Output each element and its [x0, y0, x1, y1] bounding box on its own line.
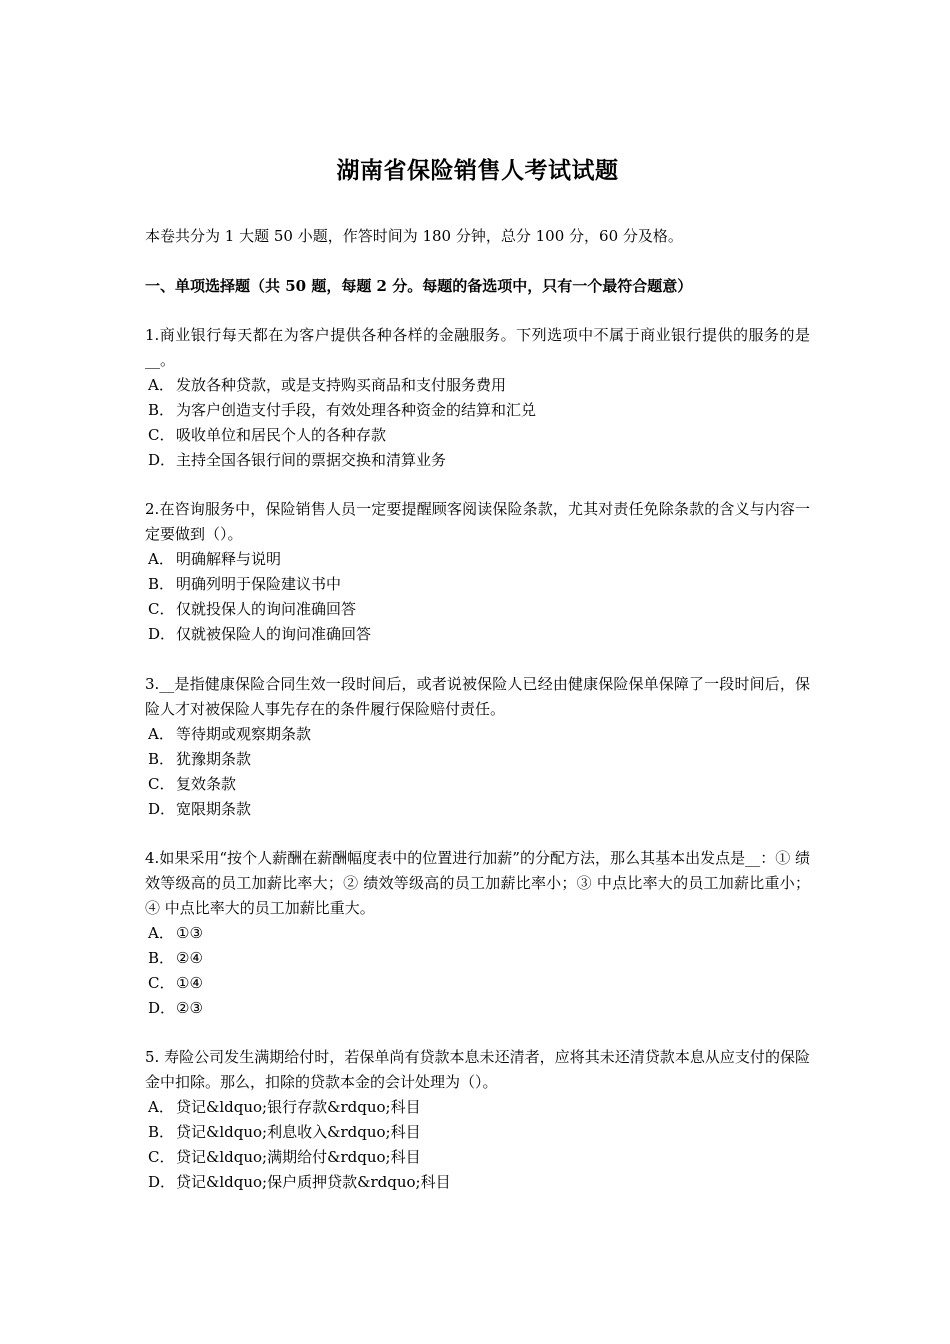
option-a: [145, 373, 810, 398]
question-1: [145, 323, 810, 473]
option-letter: D．: [148, 1173, 176, 1191]
option-text: 明确列明于保险建议书中: [176, 575, 342, 593]
option-d: [145, 622, 810, 647]
option-letter: C．: [148, 974, 175, 992]
option-text: 宽限期条款: [176, 800, 252, 818]
option-d: [145, 448, 810, 473]
option-letter: A．: [148, 1098, 174, 1116]
option-letter: D．: [148, 800, 176, 818]
option-text: 仅就被保险人的询问准确回答: [176, 625, 372, 643]
option-letter: C．: [148, 600, 175, 618]
option-letter: A．: [148, 924, 174, 942]
option-a: [145, 722, 810, 747]
option-letter: B．: [148, 1123, 175, 1141]
option-b: [145, 1120, 810, 1145]
option-a: [145, 547, 810, 572]
option-b: [145, 572, 810, 597]
option-letter: A．: [148, 725, 174, 743]
option-letter: C．: [148, 426, 175, 444]
option-text: 为客户创造支付手段，有效处理各种资金的结算和汇兑: [176, 401, 537, 419]
question-3: [145, 672, 810, 822]
option-letter: C．: [148, 775, 175, 793]
option-text: ①④: [176, 974, 203, 992]
question-5: [145, 1045, 810, 1195]
option-text: 贷记&ldquo;保户质押贷款&rdquo;科目: [176, 1173, 451, 1191]
question-stem: 2.在咨询服务中，保险销售人员一定要提醒顾客阅读保险条款，尤其对责任免除条款的含义与内容一定要做到（）。: [145, 500, 810, 543]
option-a: [145, 921, 810, 946]
option-c: [145, 423, 810, 448]
option-b: [145, 398, 810, 423]
option-letter: D．: [148, 451, 176, 469]
option-text: 贷记&ldquo;满期给付&rdquo;科目: [176, 1148, 421, 1166]
option-letter: B．: [148, 401, 175, 419]
question-stem: 3.__是指健康保险合同生效一段时间后，或者说被保险人已经由健康保险保单保障了一段时间后，保险人才对被保险人事先存在的条件履行保险赔付责任。: [145, 675, 810, 718]
option-text: 等待期或观察期条款: [176, 725, 312, 743]
option-text: ②③: [176, 999, 203, 1017]
question-stem: 4.如果采用“按个人薪酬在薪酬幅度表中的位置进行加薪”的分配方法，那么其基本出发点是__：① 绩效等级高的员工加薪比率大；② 绩效等级高的员工加薪比率小；③ 中点比率大的员工加薪比重小；④ 中点比率大的员工加薪比重大。: [145, 849, 810, 917]
option-text: 吸收单位和居民个人的各种存款: [176, 426, 387, 444]
option-c: [145, 772, 810, 797]
option-d: [145, 1170, 810, 1195]
option-c: [145, 1145, 810, 1170]
option-d: [145, 797, 810, 822]
question-4: [145, 846, 810, 1021]
question-stem: 5. 寿险公司发生满期给付时，若保单尚有贷款本息未还清者，应将其未还清贷款本息从应支付的保险金中扣除。那么，扣除的贷款本金的会计处理为（）。: [145, 1048, 810, 1091]
option-d: [145, 996, 810, 1021]
option-letter: D．: [148, 625, 176, 643]
option-letter: A．: [148, 550, 174, 568]
option-text: ①③: [176, 924, 203, 942]
option-text: 贷记&ldquo;利息收入&rdquo;科目: [176, 1123, 421, 1141]
option-c: [145, 971, 810, 996]
exam-intro: 本卷共分为 1 大题 50 小题，作答时间为 180 分钟，总分 100 分，60 分及格。: [145, 227, 683, 245]
option-letter: A．: [148, 376, 174, 394]
option-text: 仅就投保人的询问准确回答: [176, 600, 357, 618]
option-text: 明确解释与说明: [176, 550, 282, 568]
option-text: 贷记&ldquo;银行存款&rdquo;科目: [176, 1098, 421, 1116]
option-letter: B．: [148, 949, 175, 967]
option-letter: C．: [148, 1148, 175, 1166]
option-letter: D．: [148, 999, 176, 1017]
option-text: 复效条款: [176, 775, 237, 793]
option-text: 发放各种贷款，或是支持购买商品和支付服务费用: [176, 376, 507, 394]
option-text: ②④: [176, 949, 203, 967]
option-b: [145, 747, 810, 772]
option-text: 犹豫期条款: [176, 750, 252, 768]
option-text: 主持全国各银行间的票据交换和清算业务: [176, 451, 447, 469]
option-letter: B．: [148, 575, 175, 593]
option-c: [145, 597, 810, 622]
question-2: [145, 497, 810, 647]
question-stem: 1.商业银行每天都在为客户提供各种各样的金融服务。下列选项中不属于商业银行提供的服务的是__。: [145, 326, 810, 369]
option-letter: B．: [148, 750, 175, 768]
option-b: [145, 946, 810, 971]
document-title: 湖南省保险销售人考试试题: [336, 157, 619, 184]
option-a: [145, 1095, 810, 1120]
section-heading: 一、单项选择题（共 50 题，每题 2 分。每题的备选项中，只有一个最符合题意）: [145, 277, 693, 295]
